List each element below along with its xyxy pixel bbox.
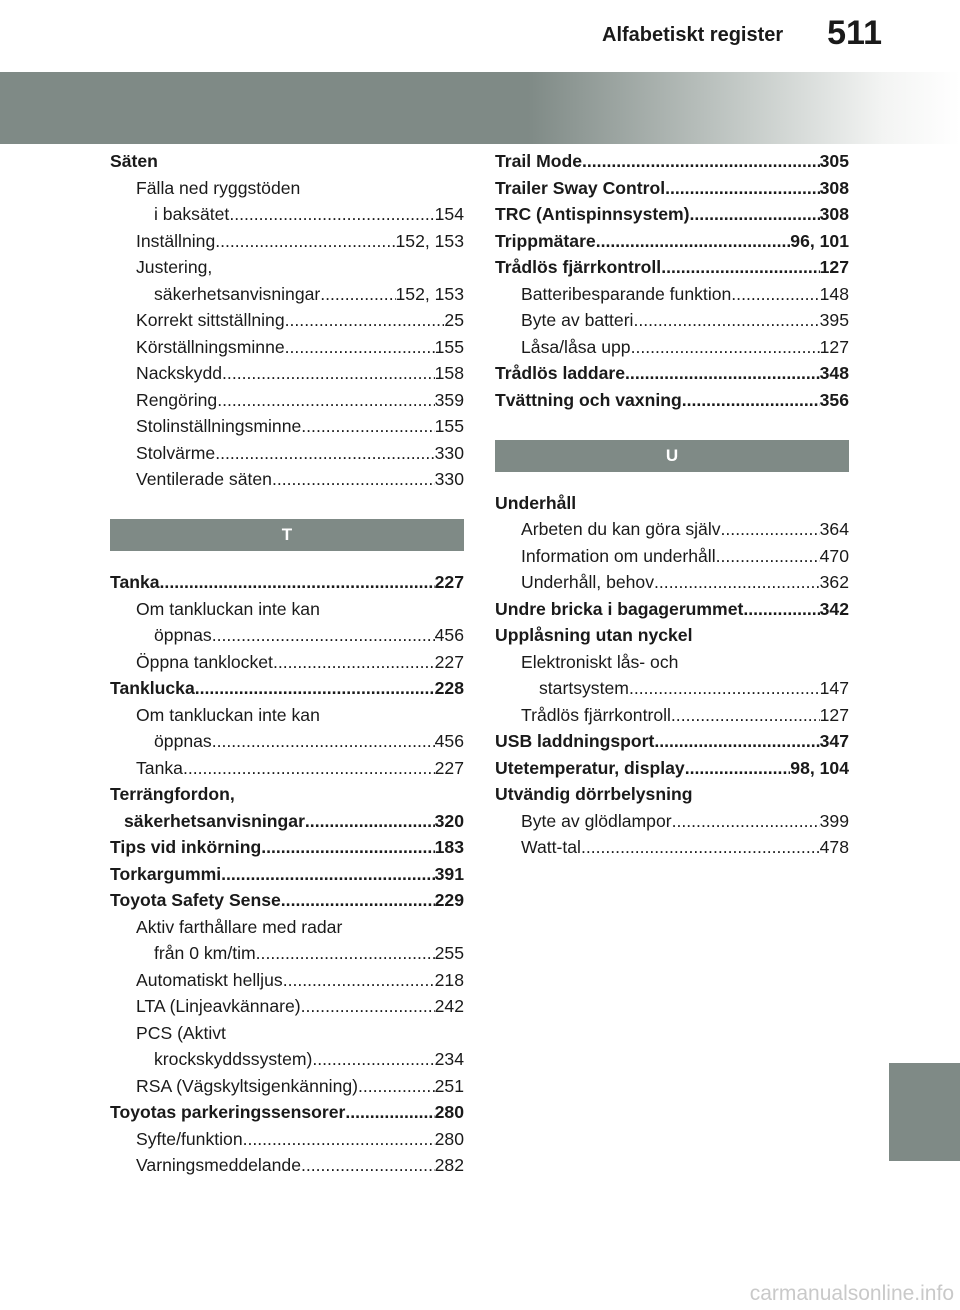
entry-text: Undre bricka i bagagerummet	[495, 598, 744, 619]
page-reference: 255	[434, 943, 464, 963]
leader-dots	[243, 1126, 435, 1153]
entry-text: Tanklucka	[110, 678, 195, 698]
entry-text: Toyota Safety Sense	[110, 890, 281, 910]
entry-text: Automatiskt helljus	[136, 969, 283, 990]
entry-text: startsystem	[539, 678, 629, 698]
index-entry	[110, 781, 464, 808]
leader-dots	[301, 413, 434, 440]
leader-dots	[716, 543, 820, 570]
leader-dots	[212, 622, 435, 649]
page-reference: 347	[819, 731, 849, 751]
entry-text: Toyotas parkeringssensorer	[110, 1102, 346, 1122]
index-entry	[495, 148, 849, 175]
leader-dots	[221, 861, 435, 888]
index-subentry	[495, 334, 849, 361]
leader-dots	[160, 569, 435, 596]
entry-text: Stolvärme	[136, 442, 216, 463]
entry-text: Utvändig dörrbelysning	[495, 784, 693, 804]
page-header	[0, 0, 960, 62]
page-reference: 147	[819, 678, 849, 698]
index-entry	[110, 861, 464, 888]
page-reference: 364	[819, 519, 849, 539]
page-reference: 227	[434, 757, 464, 778]
entry-text: krockskyddssystem)	[154, 1049, 313, 1069]
leader-dots	[629, 675, 820, 702]
leader-dots	[256, 940, 435, 967]
leader-dots	[596, 228, 791, 255]
entry-text: Tvättning och vaxning	[495, 389, 682, 410]
leader-dots	[358, 1073, 435, 1100]
entry-text: TRC (Antispinnsystem)	[495, 204, 690, 224]
entry-text: öppnas	[154, 731, 212, 751]
index-subentry	[110, 440, 464, 467]
page-reference: 152, 153	[395, 230, 464, 251]
entry-text: säkerhetsanvisningar	[154, 283, 321, 304]
entry-text: Trail Mode	[495, 151, 583, 171]
index-subentry	[110, 413, 464, 440]
entry-text: RSA (Vägskyltsigenkänning)	[136, 1075, 358, 1096]
page-reference: 183	[434, 837, 464, 857]
leader-dots	[217, 387, 434, 414]
index-subentry	[110, 993, 464, 1020]
entry-text: Underhåll, behov	[521, 572, 655, 592]
index-subentry	[110, 622, 464, 649]
entry-text: Syfte/funktion	[136, 1128, 243, 1149]
index-entry	[495, 201, 849, 228]
page-reference: 320	[434, 810, 464, 831]
entry-text: Upplåsning utan nyckel	[495, 625, 693, 645]
index-subentry	[495, 649, 849, 676]
page-reference: 478	[819, 837, 849, 857]
entry-text: Körställningsminne	[136, 336, 285, 357]
section-tab	[889, 1063, 960, 1161]
entry-text: Trådlös laddare	[495, 363, 626, 383]
entry-text: Nackskydd	[136, 363, 223, 383]
page-reference: 242	[434, 996, 464, 1016]
index-subentry	[110, 254, 464, 281]
entry-text: i baksätet	[154, 204, 230, 224]
entry-text: Låsa/låsa upp	[521, 336, 631, 357]
page-reference: 348	[819, 363, 849, 383]
leader-dots	[285, 334, 435, 361]
index-entry	[495, 360, 849, 387]
section-gap	[110, 493, 464, 520]
entry-text: LTA (Linjeavkännare)	[136, 996, 301, 1016]
index-subentry	[110, 1126, 464, 1153]
entry-text: från 0 km/tim	[154, 943, 256, 963]
leader-dots	[721, 516, 820, 543]
leader-dots	[272, 466, 435, 493]
page-reference: 330	[434, 442, 464, 463]
entry-text: Arbeten du kan göra själv	[521, 519, 721, 539]
index-entry	[495, 728, 849, 755]
entry-text: öppnas	[154, 625, 212, 645]
index-subentry	[495, 281, 849, 308]
entry-text: Watt-tal	[521, 837, 581, 857]
leader-dots	[195, 675, 435, 702]
index-subentry	[110, 466, 464, 493]
index-subentry	[495, 702, 849, 729]
page-reference: 155	[434, 336, 464, 357]
leader-dots	[633, 307, 819, 334]
index-entry	[495, 755, 849, 782]
index-subentry	[110, 1046, 464, 1073]
entry-text: Trippmätare	[495, 230, 596, 251]
index-entry	[495, 254, 849, 281]
index-subentry	[110, 360, 464, 387]
page-reference: 470	[819, 545, 849, 566]
index-subentry	[110, 387, 464, 414]
page-reference: 362	[819, 572, 849, 592]
page-reference: 127	[819, 336, 849, 357]
entry-text: Utetemperatur, display	[495, 757, 685, 778]
index-subentry	[110, 755, 464, 782]
leader-dots	[222, 360, 435, 387]
leader-dots	[625, 360, 820, 387]
leader-dots	[661, 254, 819, 281]
page-reference: 234	[434, 1049, 464, 1069]
entry-text: Varningsmeddelande	[136, 1155, 301, 1175]
leader-dots	[654, 728, 819, 755]
leader-dots	[665, 175, 820, 202]
entry-text: Information om underhåll	[521, 545, 716, 566]
section-letter-header: U	[495, 440, 849, 472]
page-reference: 399	[819, 810, 849, 831]
entry-text: säkerhetsanvisningar	[124, 810, 305, 831]
entry-text: Om tankluckan inte kan	[136, 704, 320, 725]
leader-dots	[743, 596, 819, 623]
index-entry	[495, 490, 849, 517]
section-letter-header: T	[110, 519, 464, 551]
leader-dots	[183, 755, 435, 782]
index-subentry	[495, 808, 849, 835]
page-reference: 305	[819, 151, 849, 171]
index-entry	[110, 1099, 464, 1126]
entry-text: Elektroniskt lås- och	[521, 651, 679, 672]
page-reference: 25	[444, 310, 464, 330]
leader-dots	[682, 387, 820, 414]
page-reference: 280	[434, 1128, 464, 1149]
index-entry	[110, 569, 464, 596]
page-number: 511	[827, 14, 882, 52]
leader-dots	[273, 649, 435, 676]
index-entry	[110, 675, 464, 702]
entry-text: Torkargummi	[110, 863, 222, 884]
entry-text: Tanka	[110, 572, 160, 592]
leader-dots	[582, 148, 820, 175]
index-entry	[110, 834, 464, 861]
leader-dots	[312, 1046, 434, 1073]
page-reference: 251	[434, 1075, 464, 1096]
page-reference: 282	[434, 1155, 464, 1175]
index-subentry	[110, 914, 464, 941]
entry-text: Ventilerade säten	[136, 469, 272, 489]
index-entry	[495, 387, 849, 414]
index-subentry	[110, 281, 464, 308]
index-subentry	[495, 834, 849, 861]
entry-text: Trådlös fjärrkontroll	[521, 704, 671, 725]
index-subentry	[110, 596, 464, 623]
leader-dots	[672, 808, 820, 835]
index-column-right	[495, 148, 849, 861]
index-subentry	[495, 307, 849, 334]
page-reference: 391	[434, 863, 464, 884]
page-reference: 228	[434, 678, 464, 698]
entry-text: Om tankluckan inte kan	[136, 598, 320, 619]
leader-dots	[671, 702, 820, 729]
index-subentry	[110, 307, 464, 334]
leader-dots	[215, 228, 395, 255]
index-column-left	[110, 148, 464, 1179]
page-reference: 308	[819, 204, 849, 224]
page-reference: 227	[434, 572, 464, 592]
entry-text: Fälla ned ryggstöden	[136, 177, 301, 198]
entry-text: Tips vid inkörning	[110, 837, 262, 857]
page-reference: 127	[819, 704, 849, 725]
index-subentry	[110, 728, 464, 755]
page-reference: 227	[434, 651, 464, 672]
page-reference: 342	[819, 598, 849, 619]
entry-text: Trailer Sway Control	[495, 177, 666, 198]
index-subentry	[110, 201, 464, 228]
entry-text: Inställning	[136, 230, 216, 251]
index-entry	[110, 148, 464, 175]
index-subentry	[110, 808, 464, 835]
watermark: carmanualsonline.info	[749, 1282, 954, 1305]
header-title: Alfabetiskt register	[602, 24, 784, 46]
index-subentry	[495, 516, 849, 543]
entry-text: Byte av glödlampor	[521, 810, 672, 831]
entry-text: Batteribesparande funktion	[521, 283, 732, 304]
index-subentry	[110, 228, 464, 255]
page-reference: 330	[434, 469, 464, 489]
leader-dots	[320, 281, 395, 308]
page-reference: 96, 101	[790, 230, 849, 251]
index-entry	[495, 228, 849, 255]
page-reference: 456	[434, 731, 464, 751]
index-subentry	[110, 649, 464, 676]
leader-dots	[229, 201, 434, 228]
index-subentry	[110, 967, 464, 994]
leader-dots	[305, 808, 435, 835]
index-subentry	[495, 543, 849, 570]
index-subentry	[495, 569, 849, 596]
leader-dots	[285, 307, 445, 334]
entry-text: Trådlös fjärrkontroll	[495, 257, 662, 277]
leader-dots	[212, 728, 435, 755]
page-reference: 280	[434, 1102, 464, 1122]
leader-dots	[631, 334, 820, 361]
page-reference: 98, 104	[790, 757, 849, 778]
entry-text: Justering,	[136, 257, 213, 277]
index-entry	[495, 596, 849, 623]
leader-dots	[581, 834, 820, 861]
entry-text: Stolinställningsminne	[136, 416, 302, 436]
index-entry	[495, 175, 849, 202]
leader-dots	[731, 281, 819, 308]
section-gap	[495, 413, 849, 440]
leader-dots	[215, 440, 434, 467]
page-reference: 154	[434, 204, 464, 224]
index-subentry	[110, 175, 464, 202]
index-subentry	[110, 940, 464, 967]
page-reference: 456	[434, 625, 464, 645]
entry-text: Terrängfordon,	[110, 784, 235, 804]
page-reference: 395	[819, 310, 849, 330]
index-subentry	[110, 334, 464, 361]
entry-text: Korrekt sittställning	[136, 310, 285, 330]
entry-text: PCS (Aktivt	[136, 1022, 226, 1043]
page-reference: 218	[434, 969, 464, 990]
index-subentry	[110, 1073, 464, 1100]
leader-dots	[654, 569, 820, 596]
entry-text: USB laddningsport	[495, 731, 655, 751]
leader-dots	[283, 967, 435, 994]
page-reference: 148	[819, 283, 849, 304]
entry-text: Öppna tanklocket	[136, 651, 273, 672]
page-reference: 356	[819, 389, 849, 410]
entry-text: Tanka	[136, 757, 183, 778]
page-reference: 359	[434, 389, 464, 410]
entry-text: Rengöring	[136, 389, 218, 410]
leader-dots	[690, 201, 820, 228]
index-entry	[495, 781, 849, 808]
index-entry	[110, 887, 464, 914]
page-reference: 229	[434, 890, 464, 910]
leader-dots	[281, 887, 435, 914]
page-reference: 155	[434, 416, 464, 436]
page-reference: 152, 153	[395, 283, 464, 304]
index-subentry	[110, 1020, 464, 1047]
page-reference: 158	[434, 363, 464, 383]
entry-text: Aktiv farthållare med radar	[136, 916, 343, 937]
index-entry	[495, 622, 849, 649]
leader-dots	[301, 993, 435, 1020]
entry-text: Underhåll	[495, 492, 577, 513]
leader-dots	[261, 834, 434, 861]
entry-text: Byte av batteri	[521, 310, 634, 330]
header-band	[0, 72, 960, 144]
page-reference: 308	[819, 177, 849, 198]
index-subentry	[110, 1152, 464, 1179]
page-reference: 127	[819, 257, 849, 277]
leader-dots	[685, 755, 791, 782]
leader-dots	[345, 1099, 434, 1126]
leader-dots	[301, 1152, 435, 1179]
index-subentry	[495, 675, 849, 702]
index-subentry	[110, 702, 464, 729]
entry-text: Säten	[110, 151, 158, 171]
